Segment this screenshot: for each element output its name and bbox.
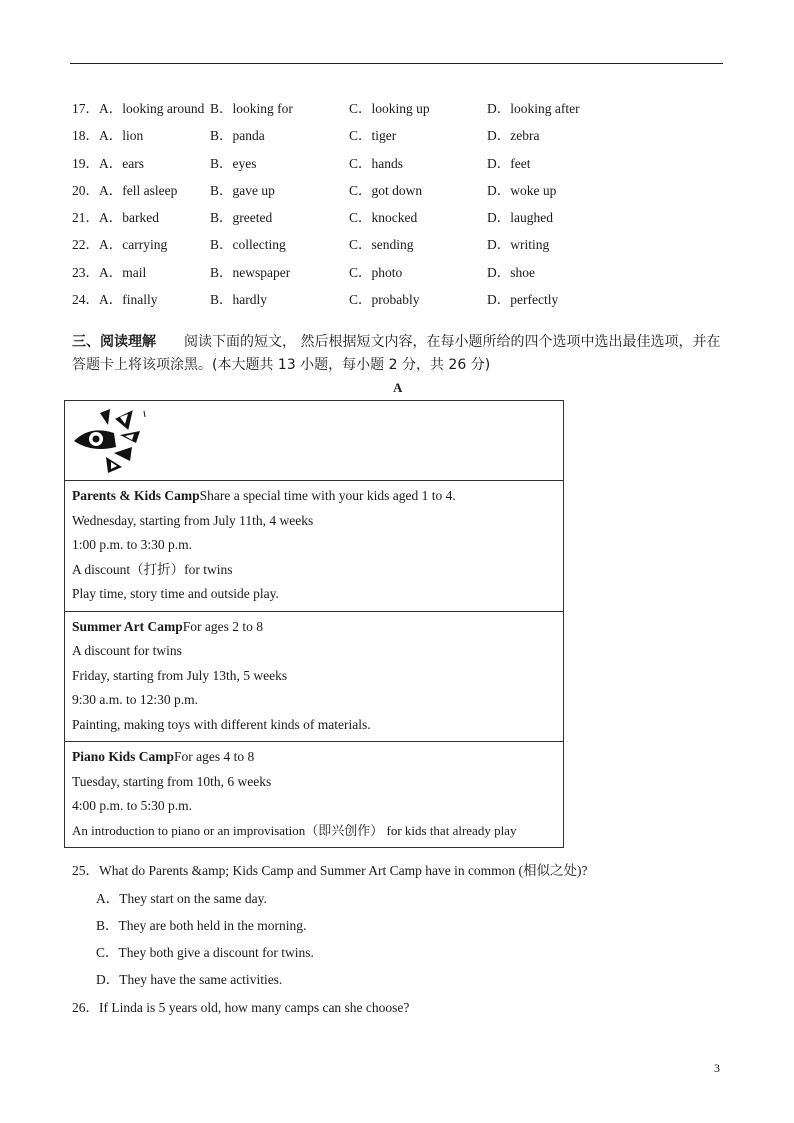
option-num: 23．A．mail [72,265,147,280]
option-b: B．gave up [210,183,275,198]
camp-line: 9:30 a.m. to 12:30 p.m. [72,692,198,707]
option-num: 19．A．ears [72,156,144,171]
option-c: C．sending [349,237,414,252]
camp-summer-art [65,612,563,743]
camp-name: Piano Kids Camp [72,749,175,764]
camp-line: Play time, story time and outside play. [72,586,279,601]
camp-piano-kids [65,742,563,847]
header-rule [70,63,723,64]
option-b: B．panda [210,128,265,143]
option-b: B．newspaper [210,265,291,280]
option-row-17 [72,97,732,117]
camp-line: Friday, starting from July 13th, 5 weeks [72,667,288,683]
section-title: 三、阅读理解 [72,334,156,350]
option-d: D．perfectly [487,292,559,307]
option-d: D．writing [487,237,550,252]
camp-name: Parents & Kids Camp [72,488,200,503]
option-d: D．laughed [487,210,553,225]
camp-line: Piano Kids CampFor ages 4 to 8 [72,749,255,764]
option-row-18 [72,124,732,144]
camp-line: Painting, making toys with different kinds of materials. [72,716,371,732]
option-b: B．eyes [210,156,257,171]
option-c: C．photo [349,265,403,280]
camp-logo-icon [70,407,160,477]
option-row-23 [72,261,732,281]
option-b: B．looking for [210,101,293,116]
question-25-choice-d: D．They have the same activities. [96,972,283,987]
camp-line: Wednesday, starting from July 11th, 4 weeks [72,512,314,528]
option-d: D．looking after [487,101,580,116]
camp-line: Parents & Kids CampShare a special time with your kids aged 1 to 4. [72,488,456,503]
option-num: 20．A．fell asleep [72,183,178,198]
camp-line: Summer Art CampFor ages 2 to 8 [72,618,263,634]
page-number: 3 [714,1061,720,1075]
question-26-stem: 26．If Linda is 5 years old, how many camps can she choose? [72,1000,410,1015]
option-num: 17．A．looking around [72,101,205,116]
option-b: B．greeted [210,210,273,225]
option-d: D．woke up [487,183,557,198]
camp-parents-kids [65,481,563,612]
option-c: C．got down [349,183,423,198]
option-row-20 [72,179,732,199]
option-num: 22．A．carrying [72,237,168,252]
passage-label: A [393,380,403,395]
question-25-choice-a: A．They start on the same day. [96,891,267,906]
option-c: C．looking up [349,101,430,116]
option-c: C．probably [349,292,420,307]
option-c: C．knocked [349,210,418,225]
option-c: C．tiger [349,128,397,143]
option-c: C．hands [349,156,403,171]
option-row-19 [72,152,732,172]
section-instruction: 阅读下面的短文， 然后根据短文内容，在每小题所给的四个选项中选出最佳选项，并在答题卡上将该项涂黑。(本大题共 13 小题，每小题 2 分，共 26 分) [72,334,721,373]
section-heading [72,331,724,377]
camp-line: Tuesday, starting from 10th, 6 weeks [72,773,272,789]
option-row-22 [72,233,732,253]
camp-line: 1:00 p.m. to 3:30 p.m. [72,537,193,552]
logo-row [65,401,563,481]
option-num: 24．A．finally [72,292,158,307]
option-b: B．collecting [210,237,286,252]
option-num: 18．A．lion [72,128,144,143]
option-row-24 [72,288,732,308]
camp-line: A discount（打折）for twins [72,561,233,577]
option-d: D．shoe [487,265,535,280]
option-num: 21．A．barked [72,210,159,225]
option-d: D．feet [487,156,531,171]
question-25-choice-c: C．They both give a discount for twins. [96,945,314,960]
question-25-choice-b: B．They are both held in the morning. [96,918,307,933]
camp-table [64,400,564,848]
question-25-stem: 25．What do Parents &amp; Kids Camp and Summer Art Camp have in common (相似之处)? [72,863,588,878]
camp-line: An introduction to piano or an improvisation（即兴创作） for kids that already play [72,822,517,838]
camp-line: A discount for twins [72,643,182,658]
camp-line: 4:00 p.m. to 5:30 p.m. [72,798,193,813]
option-b: B．hardly [210,292,267,307]
option-row-21 [72,206,732,226]
option-d: D．zebra [487,128,540,143]
camp-name: Summer Art Camp [72,618,183,634]
